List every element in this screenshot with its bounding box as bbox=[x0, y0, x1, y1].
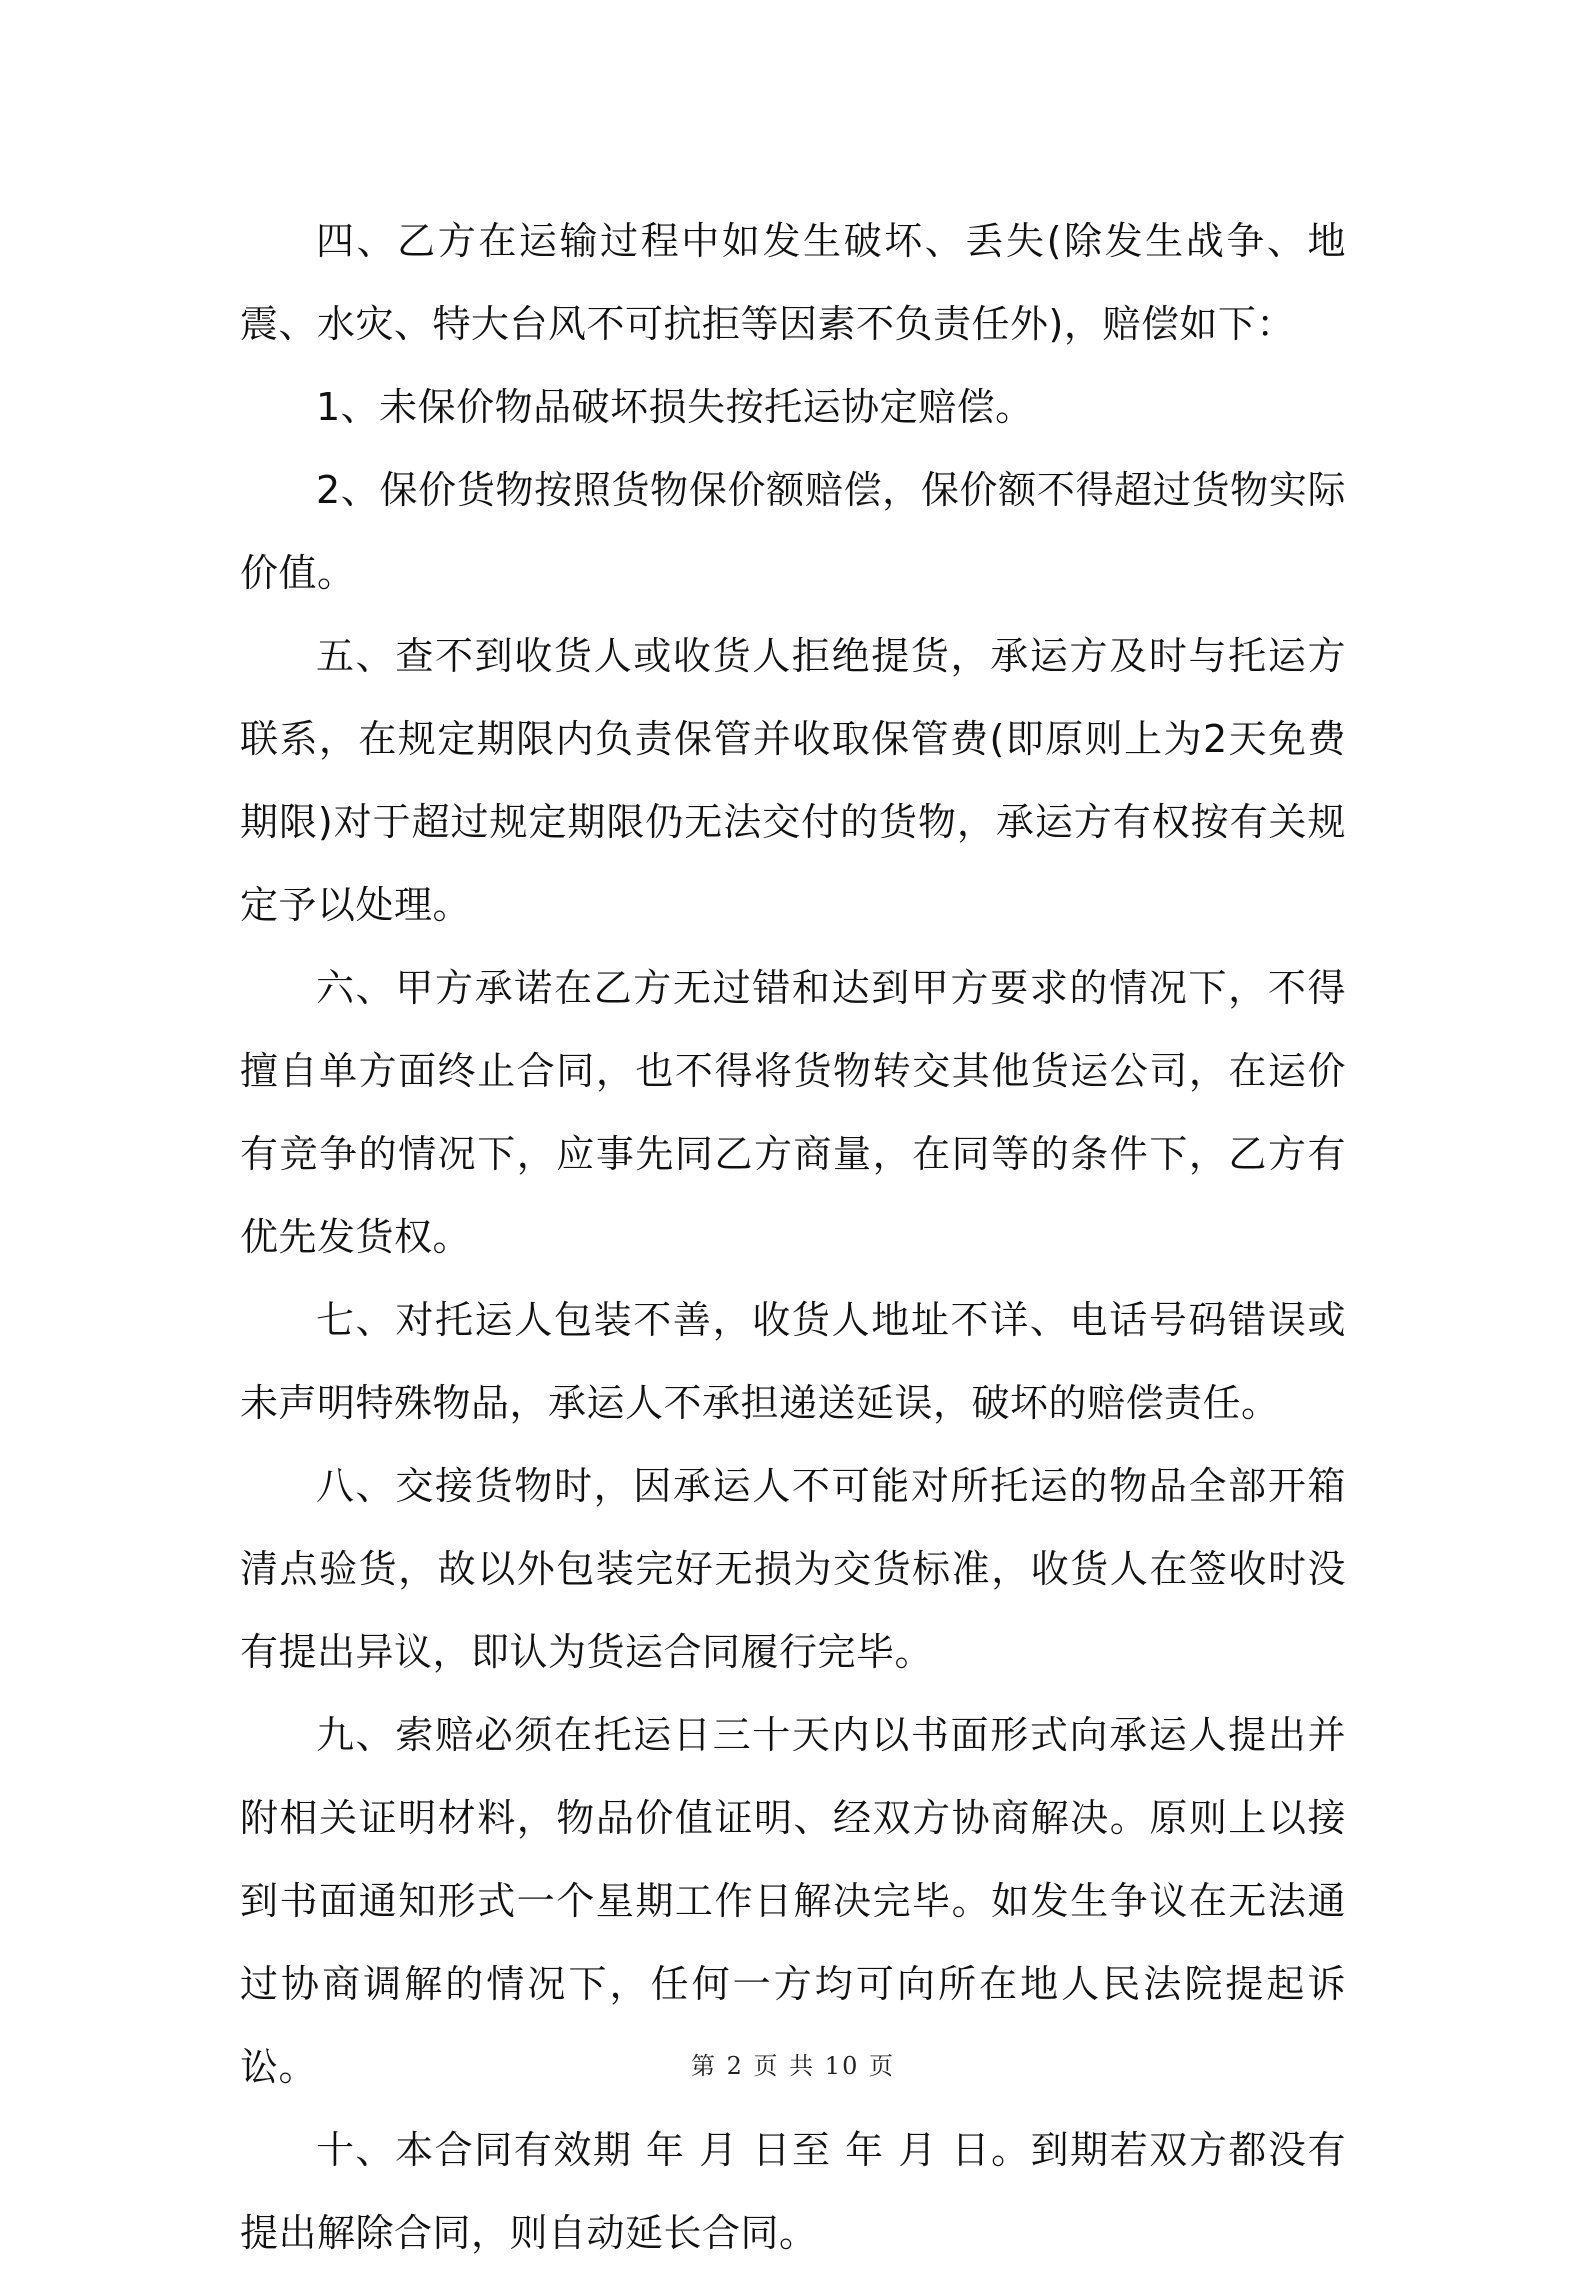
clause-four-item-2: 2、保价货物按照货物保价额赔偿，保价额不得超过货物实际价值。 bbox=[240, 468, 1346, 595]
document-body bbox=[240, 200, 1346, 2275]
clause-four-item-1: 1、未保价物品破坏损失按托运协定赔偿。 bbox=[316, 385, 1034, 429]
clause-ten: 十、本合同有效期 年 月 日至 年 月 日。到期若双方都没有提出解除合同，则自动延长合同。 bbox=[240, 2128, 1346, 2255]
clause-nine: 九、索赔必须在托运日三十天内以书面形式向承运人提出并附相关证明材料，物品价值证明、经双方协商解决。原则上以接到书面通知形式一个星期工作日解决完毕。如发生争议在无法通过协商调解的情况下，任何一方均可向所在地人民法院提起诉讼。 bbox=[240, 1713, 1346, 2089]
clause-six: 六、甲方承诺在乙方无过错和达到甲方要求的情况下，不得擅自单方面终止合同，也不得将货物转交其他货运公司，在运价有竞争的情况下，应事先同乙方商量，在同等的条件下，乙方有优先发货权。 bbox=[240, 966, 1346, 1259]
page-number-footer: 第 2 页 共 10 页 bbox=[691, 2052, 895, 2080]
clause-four: 四、乙方在运输过程中如发生破坏、丢失(除发生战争、地震、水灾、特大台风不可抗拒等因素不负责任外)，赔偿如下： bbox=[240, 219, 1346, 346]
clause-seven: 七、对托运人包装不善，收货人地址不详、电话号码错误或未声明特殊物品，承运人不承担递送延误，破坏的赔偿责任。 bbox=[240, 1298, 1346, 1425]
clause-eight: 八、交接货物时，因承运人不可能对所托运的物品全部开箱清点验货，故以外包装完好无损为交货标准，收货人在签收时没有提出异议，即认为货运合同履行完毕。 bbox=[240, 1464, 1346, 1674]
clause-five: 五、查不到收货人或收货人拒绝提货，承运方及时与托运方联系，在规定期限内负责保管并收取保管费(即原则上为2天免费期限)对于超过规定期限仍无法交付的货物，承运方有权按有关规定予以处理。 bbox=[240, 634, 1346, 927]
